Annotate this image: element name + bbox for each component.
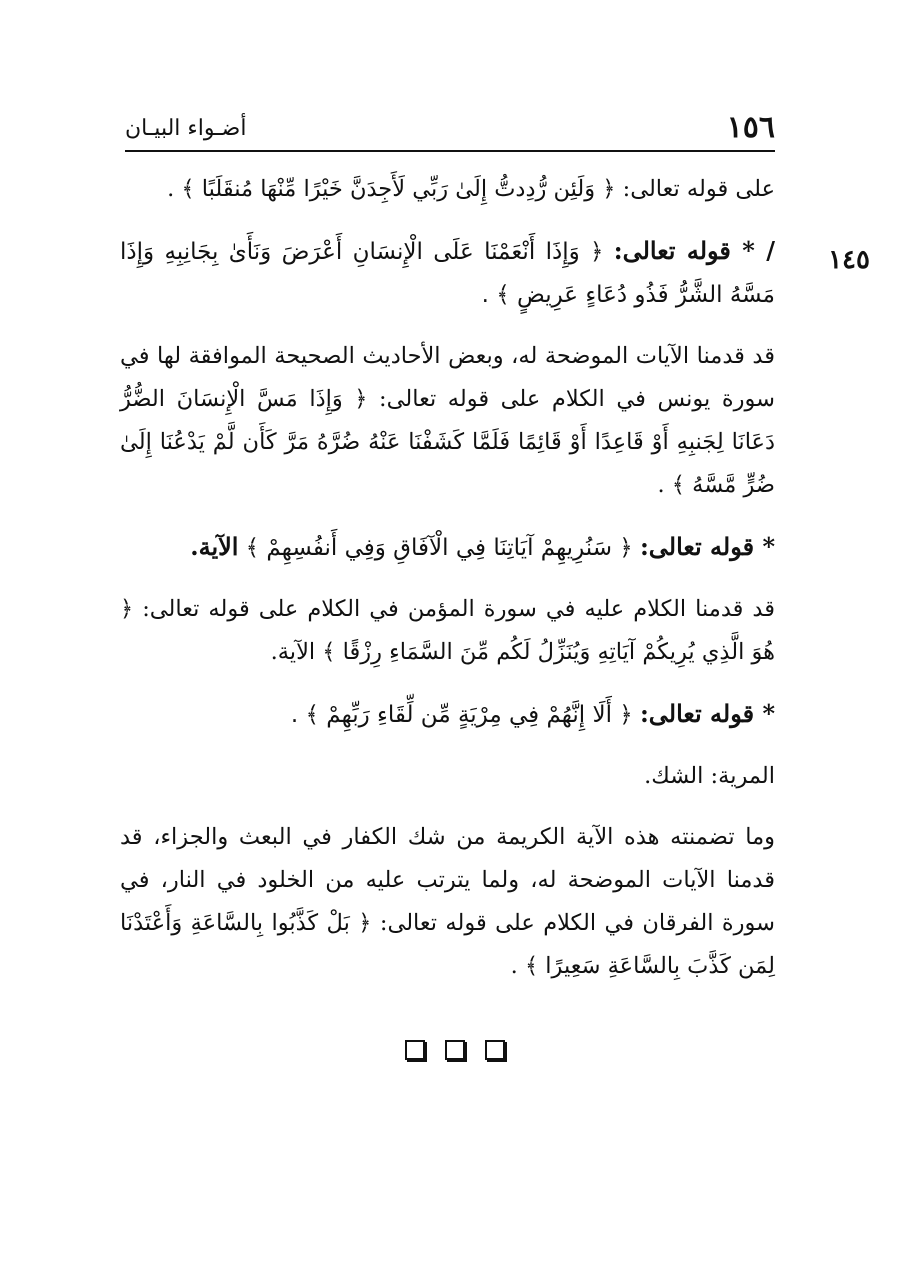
paragraph: قد قدمنا الكلام عليه في سورة المؤمن في الكلام على قوله تعالى: ﴿ هُوَ الَّذِي يُرِيكُمْ آيَاتِهِ وَيُنَزِّلُ لَكُم مِّنَ السَّمَاءِ رِزْقًا ﴾ الآية. <box>120 596 775 665</box>
square-ornament-icon <box>405 1040 425 1060</box>
paragraph: المرية: الشك. <box>644 763 775 789</box>
heading-prefix: * قوله تعالى: <box>639 532 775 561</box>
quran-verse: ﴿ سَنُرِيهِمْ آيَاتِنَا فِي الْآفَاقِ وَفِي أَنفُسِهِمْ ﴾ <box>245 535 633 561</box>
heading-verse <box>120 692 775 737</box>
heading-suffix: الآية. <box>190 532 239 561</box>
paragraph: على قوله تعالى: ﴿ وَلَئِن رُّدِدتُّ إِلَىٰ رَبِّي لَأَجِدَنَّ خَيْرًا مِّنْهَا مُنقَلَبًا ﴾ . <box>167 176 775 202</box>
page-header <box>125 108 775 148</box>
margin-verse-number: ١٤٥ <box>828 245 870 275</box>
header-rule <box>125 150 775 152</box>
heading-verse <box>120 229 775 317</box>
paragraph: قد قدمنا الآيات الموضحة له، وبعض الأحاديث الصحيحة الموافقة لها في سورة يونس في الكلام على قوله تعالى: ﴿ وَإِذَا مَسَّ الْإِنسَانَ الضُّرُّ دَعَانَا لِجَنبِهِ أَوْ قَاعِدًا أَوْ قَائِمًا فَلَمَّا كَشَفْنَا عَنْهُ ضُرَّهُ مَرَّ كَأَن لَّمْ يَدْعُنَا إِلَىٰ ضُرٍّ مَّسَّهُ ﴾ . <box>120 343 775 498</box>
square-ornament-icon <box>485 1040 505 1060</box>
quran-verse: ﴿ وَإِذَا أَنْعَمْنَا عَلَى الْإِنسَانِ أَعْرَضَ وَنَأَىٰ بِجَانِبِهِ وَإِذَا مَسَّهُ الشَّرُّ فَذُو دُعَاءٍ عَرِيضٍ ﴾ . <box>120 239 775 308</box>
running-title: أضـواء البيـان <box>125 116 247 141</box>
heading-prefix: * قوله تعالى: <box>639 699 775 728</box>
heading-verse <box>120 525 775 570</box>
page-number: ١٥٦ <box>726 110 775 145</box>
paragraph: وما تضمنته هذه الآية الكريمة من شك الكفار في البعث والجزاء، قد قدمنا الآيات الموضحة له، ولما يترتب عليه من الخلود في النار، في سورة الفرقان في الكلام على قوله تعالى: ﴿ بَلْ كَذَّبُوا بِالسَّاعَةِ وَأَعْتَدْنَا لِمَن كَذَّبَ بِالسَّاعَةِ سَعِيرًا ﴾ . <box>120 824 775 979</box>
end-of-section-marks <box>405 1040 505 1064</box>
quran-verse: ﴿ أَلَا إِنَّهُمْ فِي مِرْيَةٍ مِّن لِّقَاءِ رَبِّهِمْ ﴾ . <box>290 702 633 728</box>
heading-prefix: / * قوله تعالى: <box>613 236 775 265</box>
body-text <box>120 168 775 1006</box>
square-ornament-icon <box>445 1040 465 1060</box>
